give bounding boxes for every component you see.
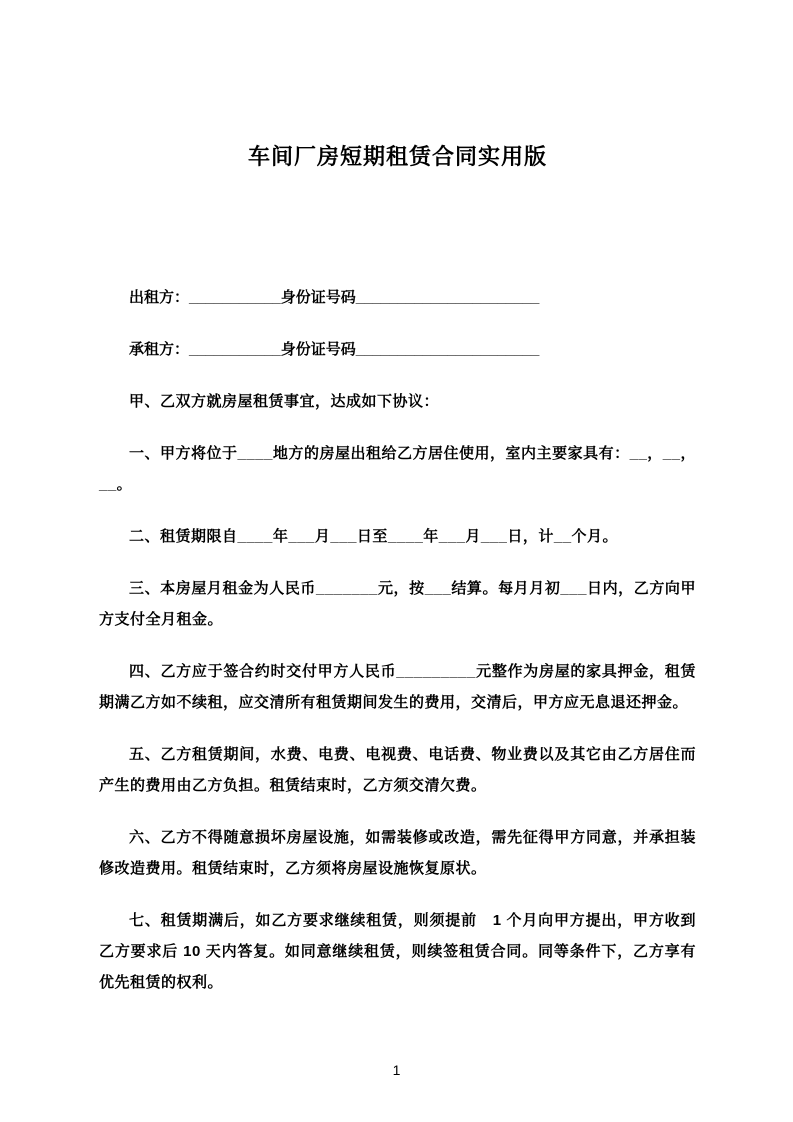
page-number: 1: [392, 1062, 401, 1078]
clause-7: 七、租赁期满后，如乙方要求继续租赁，则须提前 1 个月向甲方提出，甲方收到乙方要求后 10 天内答复。如同意继续租赁，则续签租赁合同。同等条件下，乙方享有优先租赁的权利。: [99, 912, 696, 991]
clause-3: 三、本房屋月租金为人民币_______元，按___结算。每月月初___日内，乙方向甲方支付全月租金。: [99, 580, 696, 628]
clause-5: 五、乙方租赁期间，水费、电费、电视费、电话费、物业费以及其它由乙方居住而产生的费用由乙方负担。租赁结束时，乙方须交清欠费。: [99, 746, 696, 794]
agreement-intro: 甲、乙双方就房屋租赁事宜，达成如下协议：: [129, 393, 440, 410]
lessee-line: 承租方：___________身份证号码______________________: [129, 341, 540, 358]
clause-4: 四、乙方应于签合约时交付甲方人民币_________元整作为房屋的家具押金，租赁期满乙方如不续租，应交清所有租赁期间发生的费用，交清后，甲方应无息退还押金。: [99, 663, 696, 711]
document-title: 车间厂房短期租赁合同实用版: [247, 144, 547, 169]
lessor-line: 出租方：___________身份证号码______________________: [129, 289, 540, 306]
clause-1: 一、甲方将位于____地方的房屋出租给乙方居住使用，室内主要家具有：__，__，__。: [99, 445, 696, 493]
clause-6: 六、乙方不得随意损坏房屋设施，如需装修或改造，需先征得甲方同意，并承担装修改造费用。租赁结束时，乙方须将房屋设施恢复原状。: [99, 829, 696, 877]
clause-2: 二、租赁期限自____年___月___日至____年___月___日，计__个月。: [129, 528, 619, 545]
